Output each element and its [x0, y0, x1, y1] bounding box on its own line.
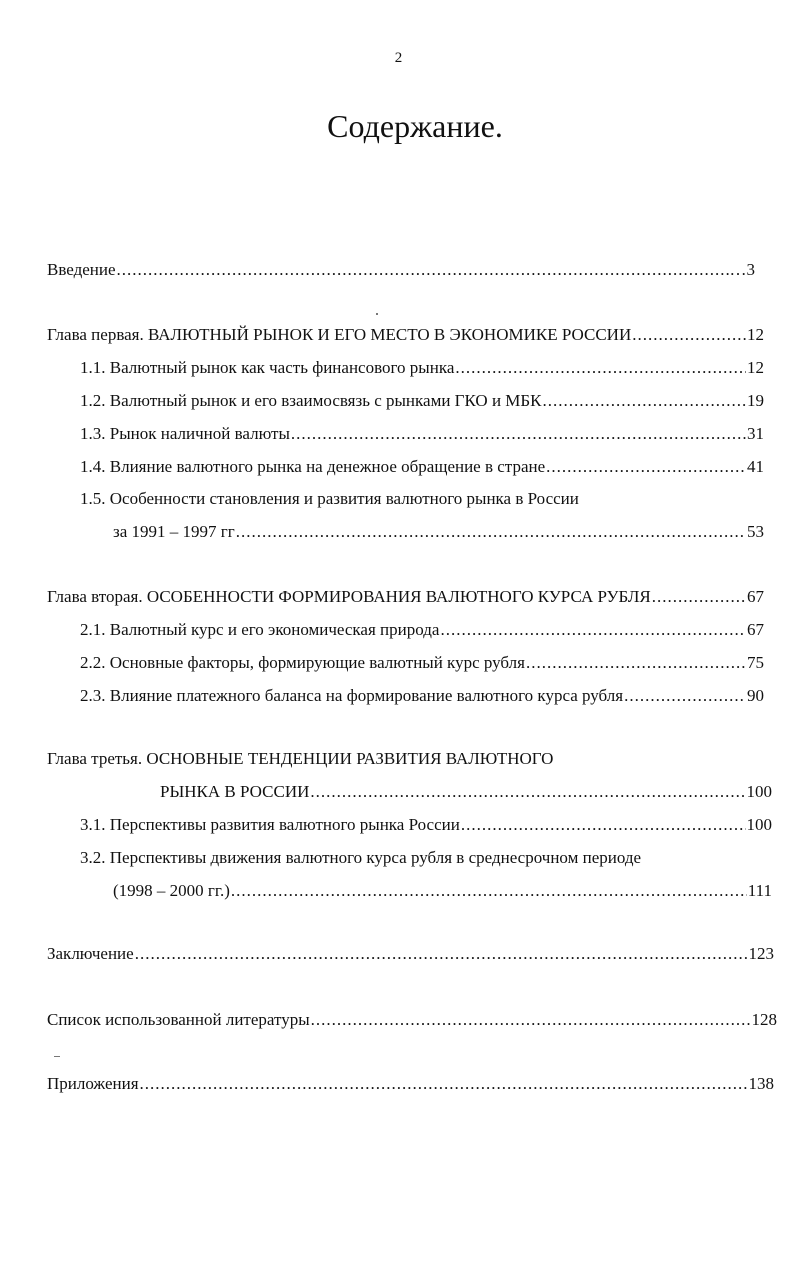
toc-entry-page: 100 [746, 815, 772, 834]
toc-entry-page: 123 [748, 944, 774, 963]
toc-entry-page: 41 [747, 457, 764, 476]
leader-dots [440, 618, 746, 642]
toc-chapter-title: Глава первая. ВАЛЮТНЫЙ РЫНОК И ЕГО МЕСТО В ЭКОНОМИКЕ РОССИИ [47, 325, 632, 344]
toc-section-label: 1.3. Рынок наличной валюты [80, 424, 290, 443]
toc-entry-intro [47, 258, 755, 282]
toc-section-label-cont: (1998 – 2000 гг.) [113, 881, 230, 900]
toc-section-label: 1.2. Валютный рынок и его взаимосвязь с рынками ГКО и МБК [80, 391, 542, 410]
toc-entry-page: 128 [751, 1010, 777, 1029]
leader-dots [291, 422, 746, 446]
leader-dots [236, 520, 746, 544]
leader-dots [461, 813, 746, 837]
toc-chapter-title-cont: РЫНКА В РОССИИ [160, 782, 310, 801]
page-title: Содержание. [327, 108, 503, 144]
leader-dots [624, 684, 746, 708]
toc-entry-page: 75 [747, 653, 764, 672]
toc-entry-page: 12 [747, 358, 764, 377]
toc-entry-page: 138 [748, 1074, 774, 1093]
toc-entry-conclusion [47, 942, 774, 966]
toc-section-2-1 [80, 618, 764, 642]
leader-dots [652, 585, 746, 609]
toc-section-3-2-continuation [113, 879, 772, 903]
toc-section-label: 2.3. Влияние платежного баланса на формирование валютного курса рубля [80, 686, 624, 705]
toc-chapter-3-title: Глава третья. ОСНОВНЫЕ ТЕНДЕНЦИИ РАЗВИТИЯ ВАЛЮТНОГО [47, 749, 554, 768]
toc-section-label: 1.1. Валютный рынок как часть финансового рынка [80, 358, 455, 377]
leader-dots [135, 942, 748, 966]
toc-section-label-cont: за 1991 – 1997 гг [113, 522, 235, 541]
toc-entry-page: 31 [747, 424, 764, 443]
toc-entry-label: Заключение [47, 944, 134, 963]
leader-dots [310, 780, 745, 804]
page-number: 2 [394, 50, 403, 66]
toc-entry-page: 12 [747, 325, 764, 344]
toc-section-1-5-label: 1.5. Особенности становления и развития валютного рынка в России [80, 489, 579, 508]
toc-section-3-2-label: 3.2. Перспективы движения валютного курса рубля в среднесрочном периоде [80, 848, 642, 867]
toc-section-1-2 [80, 389, 764, 413]
leader-dots [455, 356, 746, 380]
leader-dots [526, 651, 746, 675]
toc-chapter-2 [47, 585, 764, 609]
toc-entry-page: …3 [729, 260, 755, 279]
toc-section-3-1 [80, 813, 772, 837]
leader-dots [140, 1072, 748, 1096]
toc-entry-page: 53 [747, 522, 764, 541]
leader-dots [311, 1008, 751, 1032]
toc-section-label: 1.4. Влияние валютного рынка на денежное обращение в стране [80, 457, 546, 476]
toc-entry-appendix [47, 1072, 774, 1096]
toc-entry-label: Список использованной литературы [47, 1010, 310, 1029]
scan-speck [376, 313, 378, 315]
toc-entry-page: 90 [747, 686, 764, 705]
toc-chapter-title: Глава вторая. ОСОБЕННОСТИ ФОРМИРОВАНИЯ ВАЛЮТНОГО КУРСА РУБЛЯ [47, 587, 651, 606]
leader-dots [117, 258, 729, 282]
toc-entry-page: 67 [747, 587, 764, 606]
leader-dots [546, 455, 746, 479]
toc-section-1-1 [80, 356, 764, 380]
leader-dots [632, 323, 746, 347]
toc-chapter-3-continuation [160, 780, 772, 804]
toc-section-label: 2.1. Валютный курс и его экономическая природа [80, 620, 440, 639]
toc-chapter-1 [47, 323, 764, 347]
toc-section-1-3 [80, 422, 764, 446]
toc-section-label: 3.1. Перспективы развития валютного рынка России [80, 815, 460, 834]
toc-section-2-2 [80, 651, 764, 675]
toc-entry-page: 111 [747, 881, 772, 900]
toc-entry-label: Введение [47, 260, 116, 279]
toc-entry-page: 67 [747, 620, 764, 639]
leader-dots [543, 389, 746, 413]
toc-entry-label: Приложения [47, 1074, 139, 1093]
scan-speck [54, 1056, 60, 1057]
toc-section-1-4 [80, 455, 764, 479]
toc-entry-bibliography [47, 1008, 777, 1032]
toc-entry-page: 100 [746, 782, 772, 801]
toc-section-1-5-continuation [113, 520, 764, 544]
leader-dots [231, 879, 747, 903]
toc-entry-page: 19 [747, 391, 764, 410]
toc-section-2-3 [80, 684, 764, 708]
toc-section-label: 2.2. Основные факторы, формирующие валютный курс рубля [80, 653, 525, 672]
